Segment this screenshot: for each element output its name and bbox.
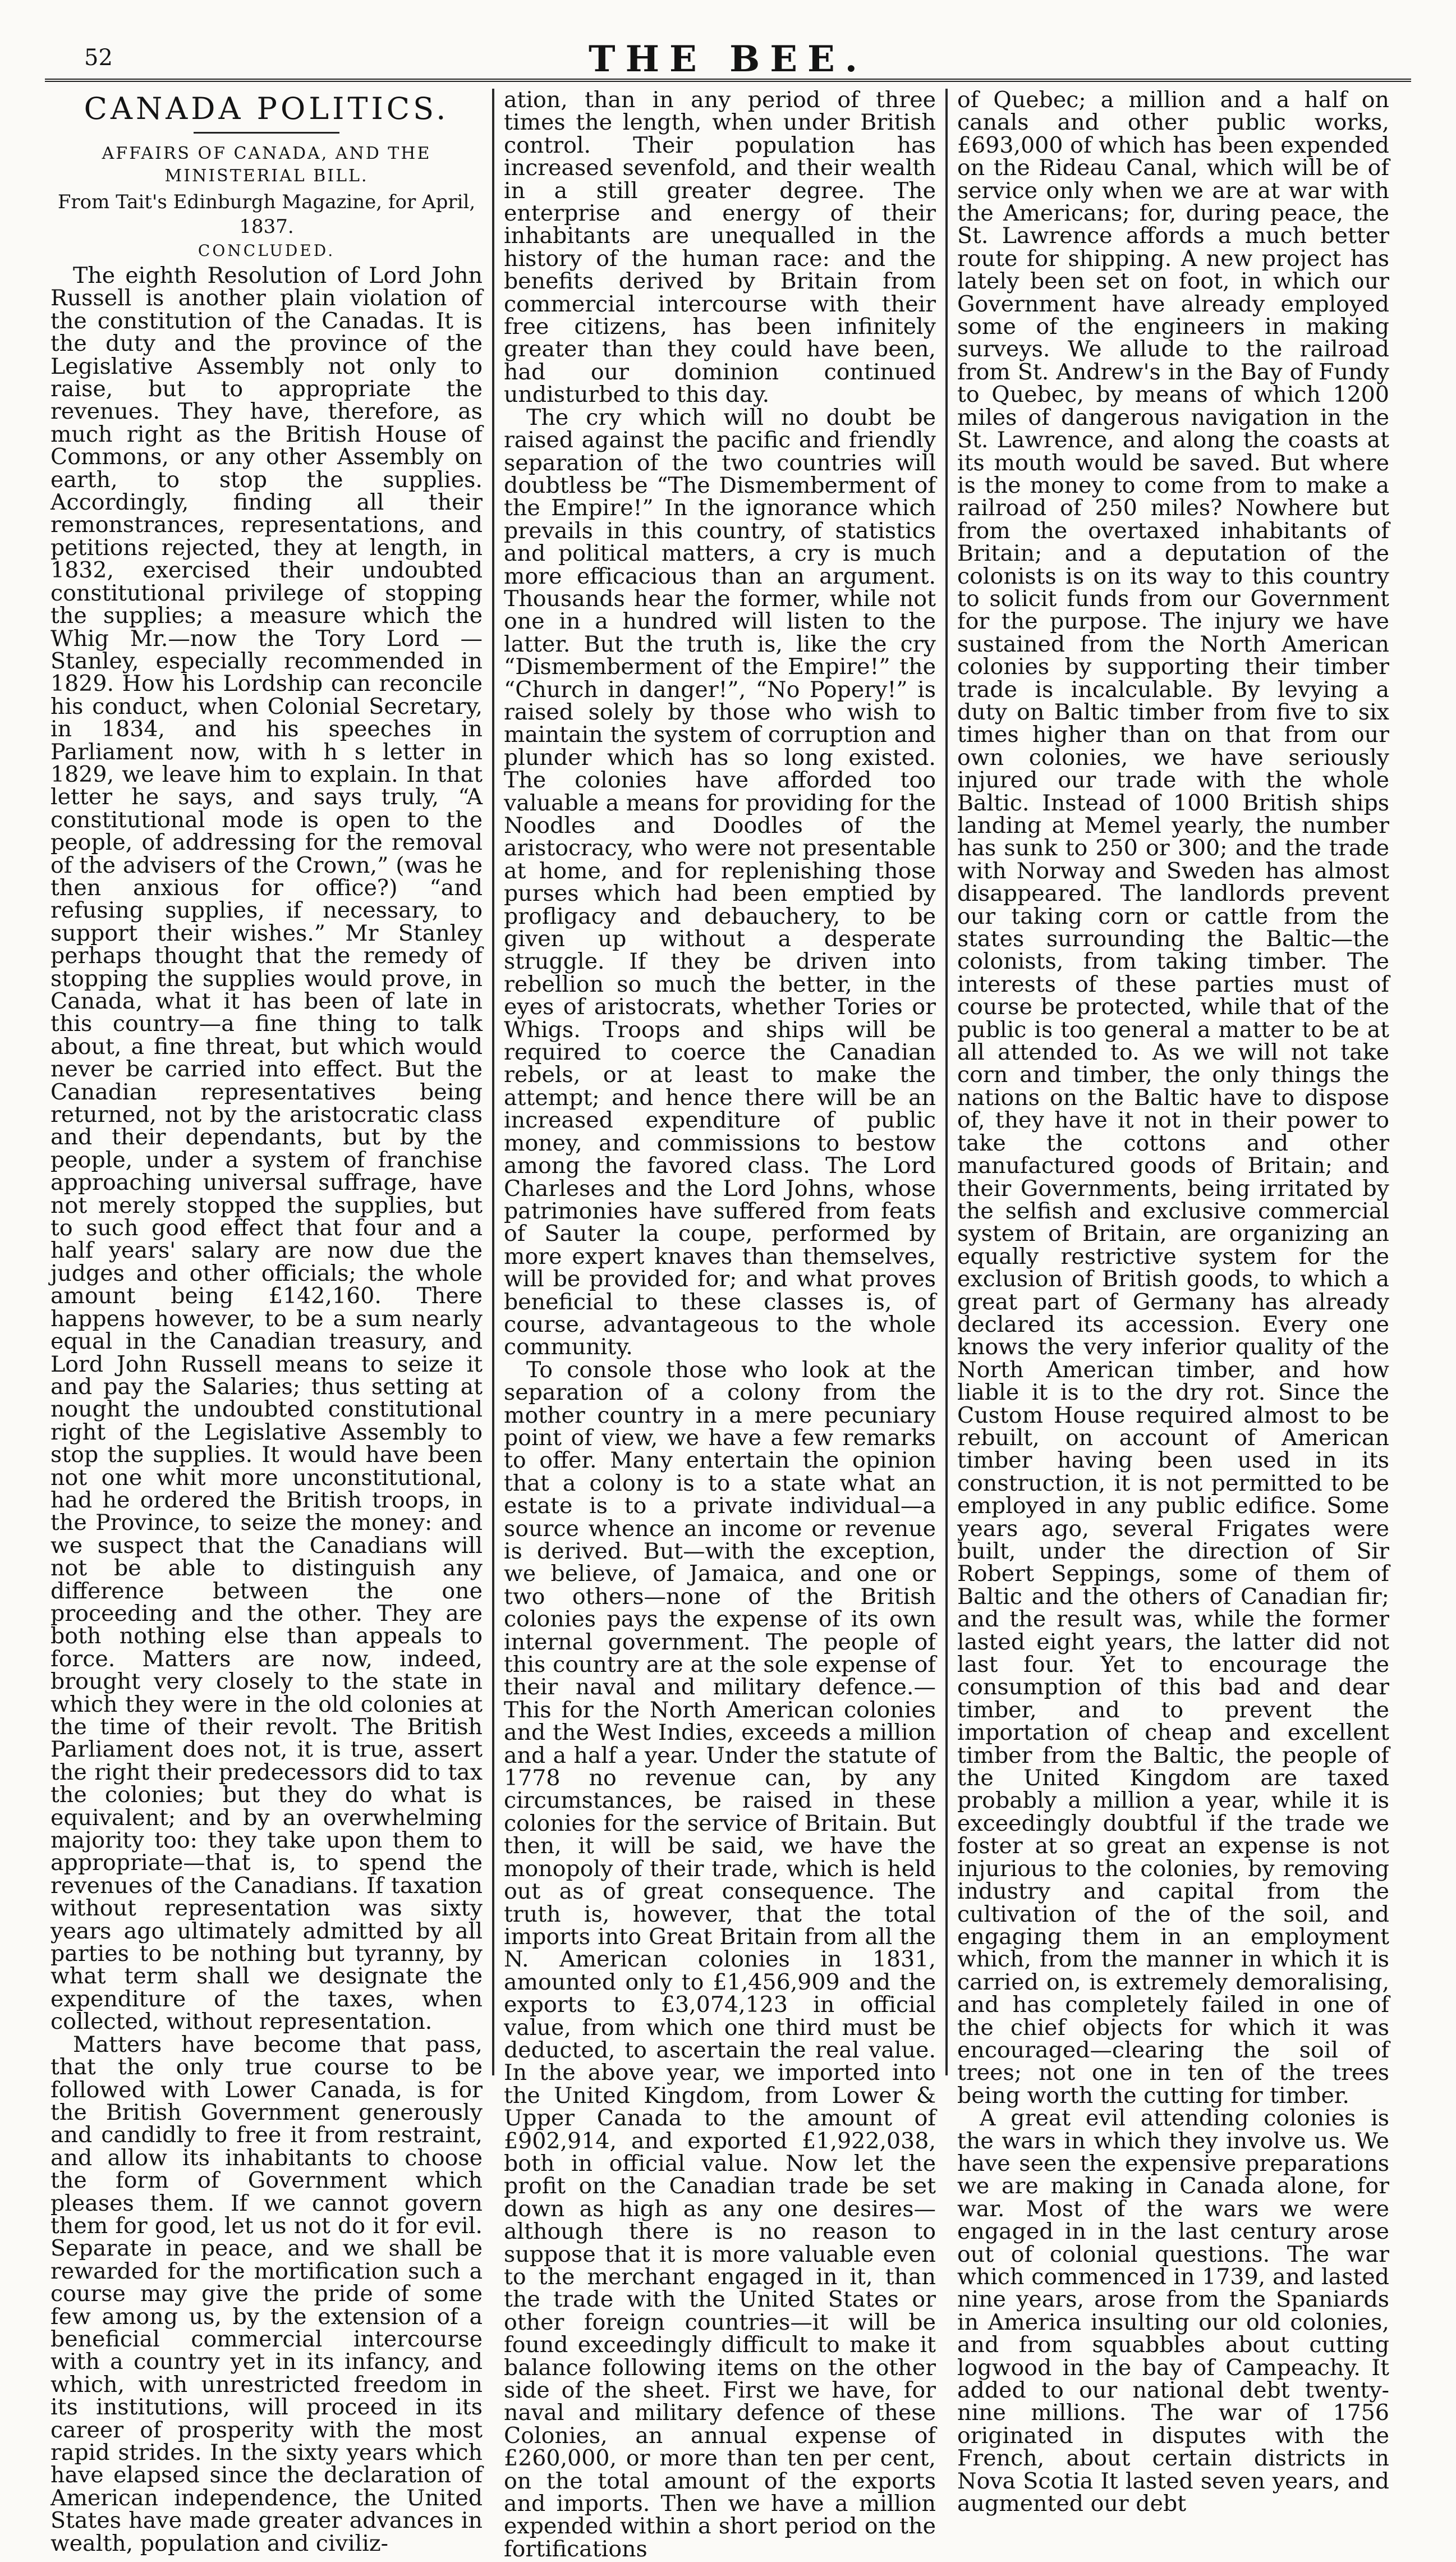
paragraph: ation, than in any period of three times the length, when under British control. Their population has increased sevenfold, and their wealth in a still greater degree. The enterprise and energy of their inhabitants are unequalled in the history of the human race: and the benefits derived by Britain from commercial intercourse with their free citizens, has been infinitely greater than they could have been, had our dominion continued undisturbed to this day.: [504, 87, 936, 408]
paragraph: To console those who look at the separation of a colony from the mother country in a mere pecuniary point of view, we have a few remarks to offer. Many entertain the opinion that a colony is to a state what an estate is to a private individual—a source whence an income or revenue is derived. But—with the exception, we believe, of Jamaica, and one or two others—none of the British colonies pays the expense of its own internal government. The people of this country are at the sole expense of their naval and military defence.—This for the North American colonies and the West Indies, exceeds a million and a half a year. Under the statute of 1778 no revenue can, by any circumstances, be raised in these colonies for the service of Britain. But then, it will be said, we have the monopoly of their trade, which is held out as of great consequence. The truth is, however, that the total imports into Great Britain from all the N. American colonies in 1831, amounted only to £1,456,909 and the exports to £3,074,123 in official value, from which one third must be deducted, to ascertain the real value. In the above year, we imported into the United Kingdom, from Lower & Upper Canada to the amount of £902,914, and exported £1,922,038, both in official value. Now let the profit on the Canadian trade be set down as high as any one desires—although there is no reason to suppose that it is more valuable even to the merchant engaged in it, than the trade with the United States or other foreign countries—it will be found exceedingly difficult to make it balance following items on the other side of the sheet. First we have, for naval and military defence of these Colonies, an annual expense of £260,000, or more than ten per cent, on the total amount of the exports and imports. Then we have a million expended within a short period on the fortifications: [504, 1356, 936, 2562]
column-3: [952, 87, 1395, 2517]
page-number: 52: [84, 45, 113, 71]
paragraph: Matters have become that pass, that the only true course to be followed with Lower Canada, is for the British Government generously and candidly to free it from restraint, and allow its inhabitants to choose the form of Government which pleases them. If we cannot govern them for good, let us not do it for evil. Separate in peace, and we shall be rewarded for the mortification such a course may give the pride of some few among us, by the extension of a beneficial commercial intercourse with a country yet in its infancy, and which, with unrestricted freedom in its institutions, will proceed in its career of prosperity with the most rapid strides. In the sixty years which have elapsed since the declaration of American independence, the United States have made greater advances in wealth, population and civiliz-: [50, 2031, 483, 2556]
column-divider: [492, 89, 494, 2075]
paragraph: The cry which will no doubt be raised against the pacific and friendly separation of the two countries will doubtless be “The Dismemberment of the Empire!” In the ignorance which prevails in this country, of statistics and political matters, a cry is much more efficacious than an argument. Thousands hear the former, while not one in a hundred will listen to the latter. But the truth is, like the cry “Dismemberment of the Empire!” the “Church in danger!”, “No Popery!” is raised solely by those who wish to maintain the system of corruption and plunder which has so long existed. The colonies have afforded too valuable a means for providing for the Noodles and Doodles of the aristocracy, who were not presentable at home, and for replenishing those purses which had been emptied by profligacy and debauchery, to be given up without a desperate struggle. If they be driven into rebellion so much the better, in the eyes of aristocrats, whether Tories or Whigs. Troops and ships will be required to coerce the Canadian rebels, or at least to make the attempt; and hence there will be an increased expenditure of public money, and commissions to bestow among the favored class. The Lord Charleses and the Lord Johns, whose patrimonies have suffered from feats of Sauter la coupe, performed by more expert knaves than themselves, will be provided for; and what proves beneficial to these classes is, of course, advantageous to the whole community.: [504, 404, 936, 1360]
article-source: From Tait's Edinburgh Magazine, for April, 1837.: [57, 191, 476, 238]
article-title: CANADA POLITICS.: [84, 91, 449, 126]
paragraph: A great evil attending colonies is the wars in which they involve us. We have seen the expensive preparations we are making in Canada alone, for war. Most of the wars we were engaged in in the last century arose out of colonial questions. The war which commenced in 1739, and lasted nine years, arose from the Spaniards in America insulting our old colonies, and from squabbles about cutting logwood in the bay of Campeachy. It added to our national debt twenty-nine millions. The war of 1756 originated in disputes with the French, about certain districts in Nova Scotia It lasted seven years, and augmented our debt: [957, 2105, 1389, 2517]
column-1: [45, 89, 488, 2556]
paragraph: of Quebec; a million and a half on canals and other public works, £693,000 of which has been expended on the Rideau Canal, which will be of service only when we are at war with the Americans; for, during peace, the St. Lawrence affords a much better route for shipping. A new project has lately been set on foot, in which our Government have already employed some of the engineers in making surveys. We allude to the railroad from St. Andrew's in the Bay of Fundy to Quebec, by means of which 1200 miles of dangerous navigation in the St. Lawrence, and along the coasts at its mouth would be saved. But where is the money to come from to make a railroad of 250 miles? Nowhere but from the overtaxed inhabitants of Britain; and a deputation of the colonists is on its way to this country to solicit funds from our Government for the purpose. The injury we have sustained from the North American colonies by supporting their timber trade is incalculable. By levying a duty on Baltic timber from five to six times higher than on that from our own colonies, we have seriously injured our trade with the whole Baltic. Instead of 1000 British ships landing at Memel yearly, the number has sunk to 250 or 300; and the trade with Norway and Sweden has almost disappeared. The landlords prevent our taking corn or cattle from the states surrounding the Baltic—the colonists, from taking timber. The interests of these parties must of course be protected, while that of the public is too general a matter to be at all attended to. As we will not take corn and timber, the only things the nations on the Baltic have to dispose of, they have it not in their power to take the cottons and other manufactured goods of Britain; and their Governments, being irritated by the selfish and exclusive commercial system of Britain, are organizing an equally restrictive system for the exclusion of British goods, to which a great part of Germany has already declared its accession. Every one knows the very inferior quality of the North American timber, and how liable it is to the dry rot. Since the Custom House required almost to be rebuilt, on account of American timber having been used in its construction, it is not permitted to be employed in any public edifice. Some years ago, several Frigates were built, under the direction of Sir Robert Seppings, some of them of Baltic and the others of Canadian fir; and the result was, while the former lasted eight years, the latter did not last four. Yet to encourage the consumption of this bad and dear timber, and to prevent the importation of cheap and excellent timber from the Baltic, the people of the United Kingdom are taxed probably a million a year, while it is exceedingly doubtful if the trade we foster at so great an expense is not injurious to the colonies, by removing industry and capital from the cultivation of the of the soil, and engaging them in an employment which, from the manner in which it is carried on, is extremely demoralising, and has completely failed in one of the chief objects for which it was encouraged—clearing the soil of trees; not one in ten of the trees being worth the cutting for timber.: [957, 87, 1389, 2109]
masthead: [45, 28, 1411, 82]
column-2: [498, 87, 941, 2562]
article-status: CONCLUDED.: [197, 241, 336, 260]
article-columns: [45, 87, 1411, 2562]
article-subtitle: AFFAIRS OF CANADA, AND THE MINISTERIAL BILL.: [102, 144, 431, 186]
paper-title: THE BEE.: [588, 38, 868, 80]
paragraph: The eighth Resolution of Lord John Russell is another plain violation of the constitution of the Canadas. It is the duty and the province of the Legislative Assembly not only to raise, but to appropriate the revenues. They have, therefore, as much right as the British House of Commons, or any other Assembly on earth, to stop the supplies. Accordingly, finding all their remonstrances, representations, and petitions rejected, they at length, in 1832, exercised their undoubted constitutional privilege of stopping the supplies; a measure which the Whig Mr.—now the Tory Lord —Stanley, especially recommended in 1829. How his Lordship can reconcile his conduct, when Colonial Secretary, in 1834, and his speeches in Parliament now, with h s letter in 1829, we leave him to explain. In that letter he says, and says truly, “A constitutional mode is open to the people, of addressing for the removal of the advisers of the Crown,” (was he then anxious for office?) “and refusing supplies, if necessary, to support their wishes.” Mr Stanley perhaps thought that the remedy of stopping the supplies would prove, in Canada, what it has been of late in this country—a fine thing to talk about, a fine threat, but which would never be carried into effect. But the Canadian representatives being returned, not by the aristocratic class and their dependants, but by the people, under a system of franchise approaching universal suffrage, have not merely stopped the supplies, but to such good effect that four and a half years' salary are now due the judges and other officials; the whole amount being £142,160. There happens however, to be a sum nearly equal in the Canadian treasury, and Lord John Russell means to seize it and pay the Salaries; thus setting at nought the undoubted constitutional right of the Legislative Assembly to stop the supplies. It would have been not one whit more unconstitutional, had he ordered the British troops, in the Province, to seize the money: and we suspect that the Canadians will not be able to distinguish any difference between the one proceeding and the other. They are both nothing else than appeals to force. Matters are now, indeed, brought very closely to the state in which they were in the old colonies at the time of their revolt. The British Parliament does not, it is true, assert the right their predecessors did to tax the colonies; but they do what is equivalent; and by an overwhelming majority too: they take upon them to appropriate—that is, to spend the revenues of the Canadians. If taxation without representation was sixty years ago ultimately admitted by all parties to be nothing but tyranny, by what term shall we designate the expenditure of the taxes, when collected, without representation.: [50, 263, 483, 2035]
title-rule: [194, 132, 339, 134]
column-divider: [945, 89, 948, 2075]
